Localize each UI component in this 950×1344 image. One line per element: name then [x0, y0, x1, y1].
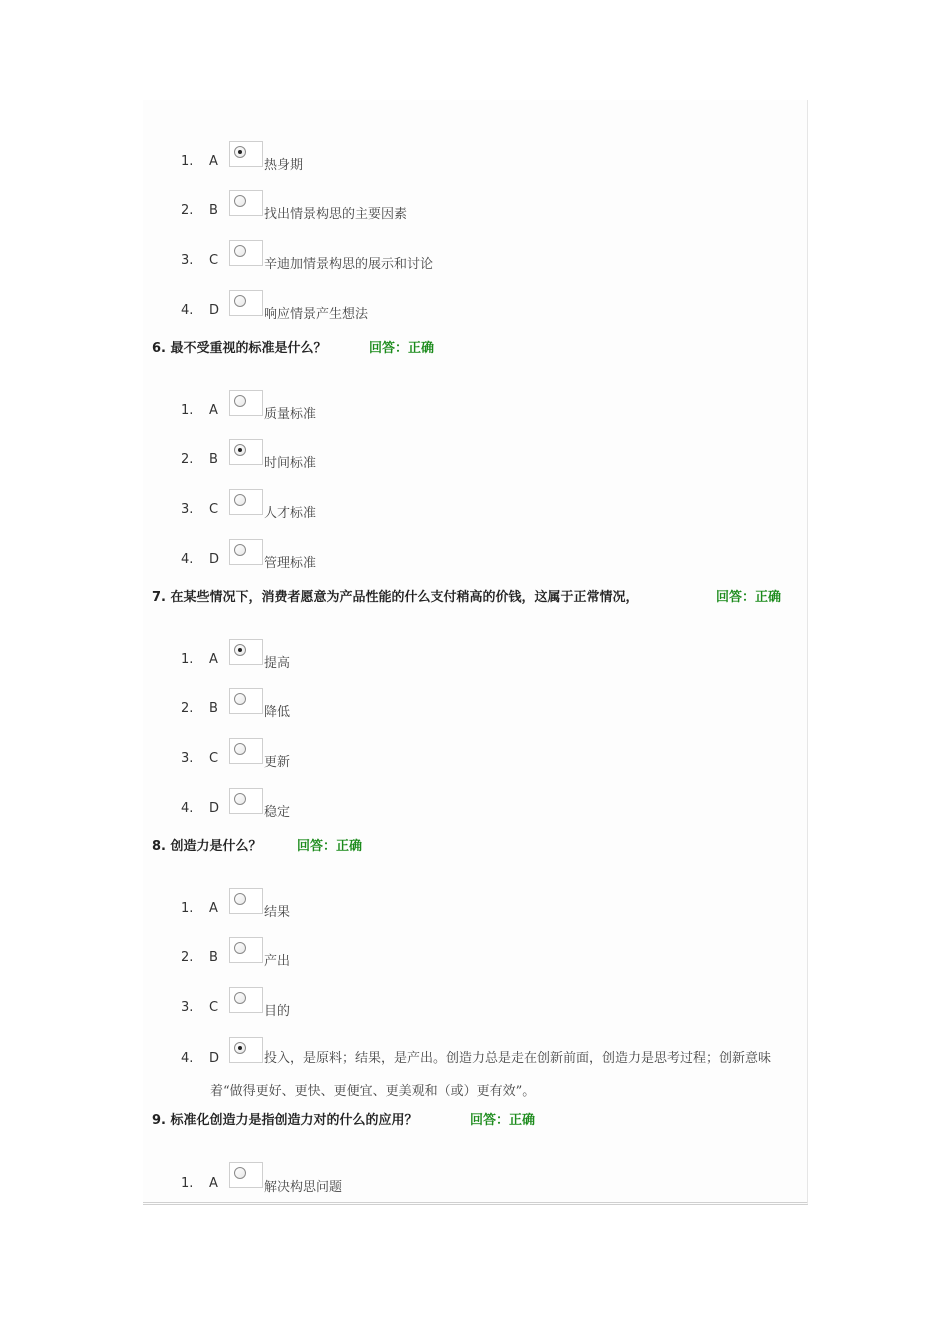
- option-text: 降低: [264, 705, 291, 720]
- option-letter: B: [209, 203, 218, 218]
- option-text: 找出情景构思的主要因素: [264, 207, 408, 222]
- option-text: 质量标准: [264, 407, 317, 422]
- radio-icon: [234, 494, 246, 506]
- radio-option-a[interactable]: [229, 141, 263, 167]
- question-title: 9. 标准化创造力是指创造力对的什么的应用？: [152, 1113, 418, 1128]
- radio-option-b[interactable]: [229, 937, 263, 963]
- option-text: 管理标准: [264, 556, 317, 571]
- option-letter: C: [209, 751, 219, 766]
- answer-status: 回答：正确: [369, 341, 435, 356]
- radio-checked-icon: [234, 644, 246, 656]
- option-number: 4.: [181, 1051, 194, 1066]
- radio-option-d[interactable]: [229, 290, 263, 316]
- option-number: 2.: [181, 701, 194, 716]
- question-title: 8. 创造力是什么？: [152, 839, 262, 854]
- option-number: 1.: [181, 901, 194, 916]
- option-letter: B: [209, 701, 218, 716]
- option-letter: D: [209, 303, 220, 318]
- option-number: 3.: [181, 253, 194, 268]
- option-letter: D: [209, 552, 220, 567]
- option-text: 投入，是原料；结果，是产出。创造力总是走在创新前面，创造力是思考过程；创新意味着“做得更好、更快、更便宜、更美观和（或）更有效”。: [210, 1051, 772, 1099]
- radio-icon: [234, 793, 246, 805]
- radio-option-c[interactable]: [229, 489, 263, 515]
- radio-option-d[interactable]: [229, 539, 263, 565]
- option-letter: A: [209, 403, 218, 418]
- radio-icon: [234, 295, 246, 307]
- option-number: 2.: [181, 950, 194, 965]
- radio-icon: [234, 1167, 246, 1179]
- option-letter: A: [209, 1176, 218, 1191]
- option-letter: C: [209, 502, 219, 517]
- option-letter: A: [209, 154, 218, 169]
- option-number: 3.: [181, 751, 194, 766]
- option-number: 4.: [181, 552, 194, 567]
- radio-option-a[interactable]: [229, 639, 263, 665]
- option-text: 响应情景产生想法: [264, 307, 369, 322]
- option-number: 2.: [181, 203, 194, 218]
- radio-icon: [234, 544, 246, 556]
- radio-checked-icon: [234, 146, 246, 158]
- radio-icon: [234, 893, 246, 905]
- radio-option-c[interactable]: [229, 240, 263, 266]
- option-text: 结果: [264, 905, 291, 920]
- option-letter: C: [209, 1000, 219, 1015]
- option-text: 辛迪加情景构思的展示和讨论: [264, 257, 434, 272]
- option-text: 目的: [264, 1004, 291, 1019]
- radio-icon: [234, 942, 246, 954]
- radio-option-c[interactable]: [229, 987, 263, 1013]
- option-number: 3.: [181, 1000, 194, 1015]
- option-text: 解决构思问题: [264, 1180, 343, 1195]
- option-letter: D: [209, 1051, 220, 1066]
- radio-option-a[interactable]: [229, 1162, 263, 1188]
- radio-icon: [234, 743, 246, 755]
- option-text: 热身期: [264, 158, 304, 173]
- option-number: 4.: [181, 303, 194, 318]
- radio-icon: [234, 195, 246, 207]
- question-title: 7. 在某些情况下，消费者愿意为产品性能的什么支付稍高的价钱，这属于正常情况，: [152, 590, 639, 605]
- option-text: 稳定: [264, 805, 291, 820]
- option-number: 1.: [181, 1176, 194, 1191]
- option-letter: C: [209, 253, 219, 268]
- option-letter: A: [209, 652, 218, 667]
- option-text: 产出: [264, 954, 291, 969]
- option-text: 时间标准: [264, 456, 317, 471]
- answer-status: 回答：正确: [716, 590, 782, 605]
- option-text: 人才标准: [264, 506, 317, 521]
- option-number: 1.: [181, 652, 194, 667]
- option-text: 提高: [264, 656, 291, 671]
- radio-icon: [234, 693, 246, 705]
- radio-option-b[interactable]: [229, 439, 263, 465]
- option-number: 3.: [181, 502, 194, 517]
- question-title: 6. 最不受重视的标准是什么？: [152, 341, 327, 356]
- radio-option-a[interactable]: [229, 888, 263, 914]
- radio-option-c[interactable]: [229, 738, 263, 764]
- radio-option-b[interactable]: [229, 688, 263, 714]
- radio-option-d[interactable]: [229, 788, 263, 814]
- radio-icon: [234, 245, 246, 257]
- radio-option-b[interactable]: [229, 190, 263, 216]
- option-number: 1.: [181, 403, 194, 418]
- option-number: 1.: [181, 154, 194, 169]
- answer-status: 回答：正确: [470, 1113, 536, 1128]
- radio-checked-icon: [234, 444, 246, 456]
- option-text: 更新: [264, 755, 291, 770]
- option-letter: D: [209, 801, 220, 816]
- radio-icon: [234, 395, 246, 407]
- option-number: 2.: [181, 452, 194, 467]
- radio-icon: [234, 992, 246, 1004]
- answer-status: 回答：正确: [297, 839, 363, 854]
- option-letter: B: [209, 950, 218, 965]
- option-letter: B: [209, 452, 218, 467]
- option-number: 4.: [181, 801, 194, 816]
- radio-option-a[interactable]: [229, 390, 263, 416]
- option-letter: A: [209, 901, 218, 916]
